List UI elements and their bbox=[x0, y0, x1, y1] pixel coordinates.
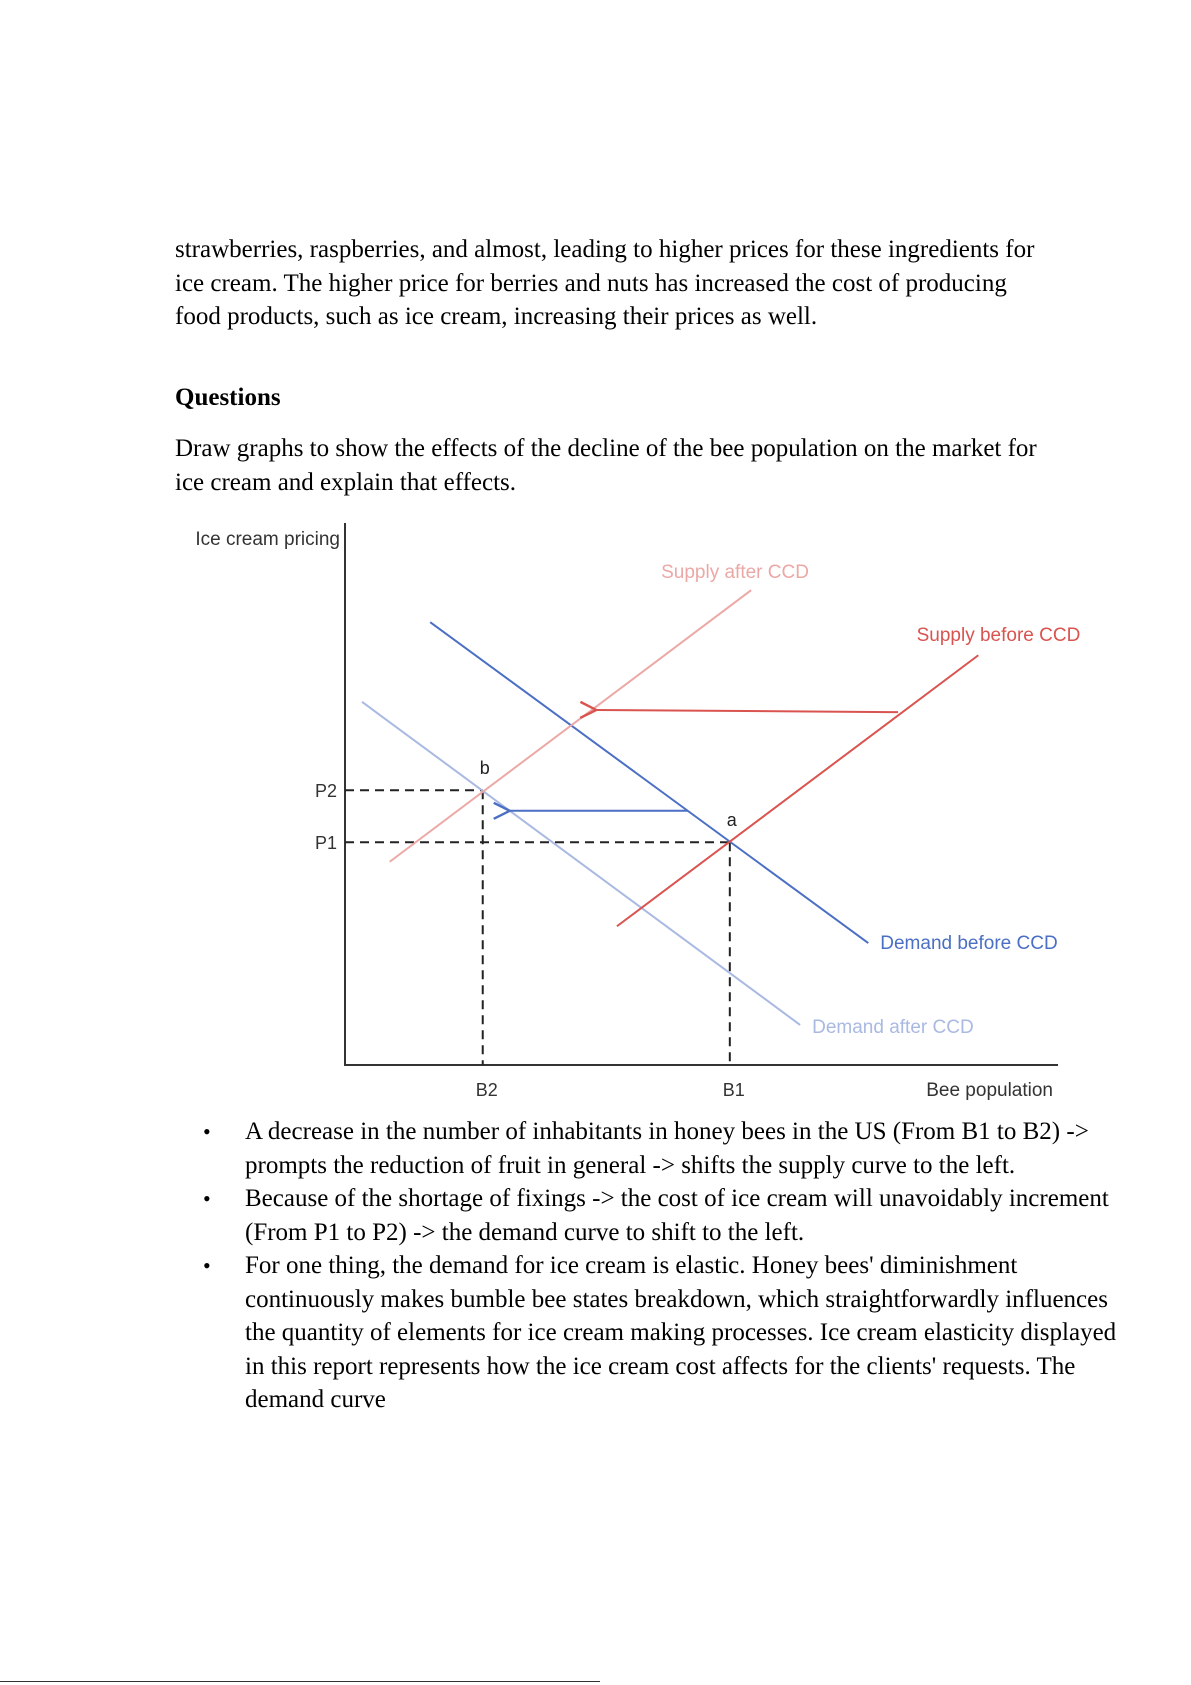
questions-heading: Questions bbox=[175, 384, 281, 411]
supply-before-ccd-label: Supply before CCD bbox=[916, 625, 1081, 647]
equilibrium-point-b: b bbox=[479, 758, 490, 779]
equilibrium-point-a: a bbox=[726, 810, 737, 831]
supply-shift-arrow bbox=[596, 710, 898, 712]
y-tick-p1: P1 bbox=[314, 833, 337, 854]
bullet-item: • For one thing, the demand for ice cream is elastic. Honey bees' diminishment continuously makes bumble bee states breakdown, which straightforwardly influences the quantity of elements for ice cream making processes. Ice cream elasticity displayed in this report represents how the ice cream cost affects for the clients' requests. The demand curve bbox=[245, 1249, 1125, 1417]
x-tick-b2: B2 bbox=[475, 1080, 498, 1100]
supply-before-ccd-line bbox=[617, 655, 978, 926]
bullet-item: • Because of the shortage of fixings -> the cost of ice cream will unavoidably increment (From P1 to P2) -> the demand curve to shift to the left. bbox=[245, 1182, 1125, 1249]
intro-paragraph: strawberries, raspberries, and almost, leading to higher prices for these ingredients for ice cream. The higher price for berries and nuts has increased the cost of producing food products, such as ice cream, increasing their prices as well. bbox=[175, 236, 1035, 330]
explanation-list bbox=[175, 1115, 1125, 1417]
supply-after-ccd-line bbox=[390, 590, 751, 862]
demand-before-ccd-label: Demand before CCD bbox=[880, 933, 1058, 955]
y-tick-p2: P2 bbox=[314, 781, 337, 802]
bullet-item: • A decrease in the number of inhabitants in honey bees in the US (From B1 to B2) -> prompts the reduction of fruit in general -> shifts the supply curve to the left. bbox=[245, 1115, 1125, 1182]
x-tick-b1: B1 bbox=[722, 1080, 745, 1100]
bullet-icon: • bbox=[203, 1119, 211, 1144]
y-axis-label: Ice cream pricing bbox=[195, 529, 340, 550]
x-axis-label: Bee population bbox=[926, 1080, 1053, 1101]
bullet-icon: • bbox=[203, 1253, 211, 1278]
question-text: Draw graphs to show the effects of the decline of the bee population on the market for ice cream and explain that effects. bbox=[175, 435, 1037, 496]
supply-after-ccd-label: Supply after CCD bbox=[661, 562, 809, 584]
demand-after-ccd-line bbox=[362, 702, 800, 1025]
page-footer-rule bbox=[0, 1681, 600, 1682]
bullet-icon: • bbox=[203, 1186, 211, 1211]
demand-after-ccd-label: Demand after CCD bbox=[812, 1016, 974, 1038]
